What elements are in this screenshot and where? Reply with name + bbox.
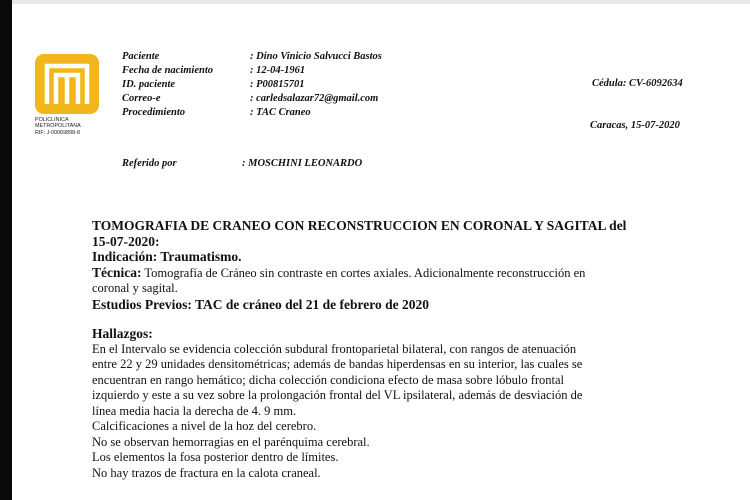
- hallazgos-line: En el Intervalo se evidencia colección subdural frontoparietal bilateral, con rangos de atenuación: [92, 341, 577, 356]
- clinic-logo-mark: [35, 54, 99, 114]
- label-correo: Correo-e: [122, 93, 161, 104]
- value-correo: : carledsalazar72@gmail.com: [250, 93, 379, 104]
- label-fecha-nacimiento: Fecha de nacimiento: [122, 65, 213, 76]
- hallazgos-line: No hay trazos de fractura en la calota craneal.: [92, 465, 321, 480]
- estudios-previos: Estudios Previos: TAC de cráneo del 21 de febrero de 2020: [92, 296, 429, 312]
- tecnica: [92, 265, 702, 282]
- label-id-paciente: ID. paciente: [122, 79, 176, 90]
- photo-left-border: [0, 0, 12, 500]
- cedula: Cédula: CV-6092634: [592, 78, 683, 89]
- hallazgos-line: Calcificaciones a nivel de la hoz del cerebro.: [92, 419, 317, 433]
- referred-value: : MOSCHINI LEONARDO: [242, 158, 363, 169]
- label-paciente: Paciente: [122, 51, 160, 62]
- clinic-name-line2: METROPOLITANA: [35, 123, 81, 130]
- value-paciente: : Dino Vinicio Salvucci Bastos: [250, 51, 382, 62]
- hallazgos-line: Los elementos la fosa posterior dentro de límites.: [92, 450, 339, 464]
- value-id-paciente: : P00815701: [250, 79, 305, 90]
- hallazgos-line: No se observan hemorragias en el parénquima cerebral.: [92, 434, 370, 449]
- value-fecha-nacimiento: : 12-04-1961: [250, 65, 306, 76]
- pm-monogram-icon: [35, 54, 99, 114]
- value-procedimiento: : TAC Craneo: [250, 107, 311, 118]
- patient-labels: [122, 50, 213, 120]
- tecnica-text-line1: Tomografía de Cráneo sin contraste en cortes axiales. Adicionalmente reconstrucción en: [141, 265, 586, 280]
- indicacion: Indicación: Traumatismo.: [92, 249, 242, 264]
- hallazgos-line: entre 22 y 29 unidades densitométricas; además de bandas hiperdensas en su interior, las cuales se: [92, 357, 583, 371]
- tecnica-text-line2: coronal y sagital.: [92, 281, 178, 295]
- clinic-rif: RIF: J-00069898-8: [35, 129, 80, 136]
- clinic-logo-text: [35, 117, 115, 136]
- clinic-name-line1: POLICLINICA: [35, 117, 69, 123]
- clinic-logo: [33, 54, 103, 142]
- hallazgos-line: encuentran en rango hemático; dicha colección condiciona efecto de masa sobre lóbulo frontal: [92, 372, 565, 387]
- hallazgos-line: línea media hacia la derecha de 4. 9 mm.: [92, 403, 297, 418]
- photo-top-edge: [0, 0, 750, 4]
- report-body: [92, 218, 702, 481]
- report-title-line2: 15-07-2020:: [92, 233, 160, 249]
- spacer: [92, 312, 702, 326]
- tecnica-label: Técnica:: [92, 264, 142, 280]
- report-title-line1: TOMOGRAFIA DE CRANEO CON RECONSTRUCCION EN CORONAL Y SAGITAL del: [92, 218, 627, 233]
- patient-values: [250, 50, 382, 120]
- hallazgos-line: izquierdo y este a su vez sobre la prolongación frontal del VL ipsilateral, además de desviación de: [92, 388, 583, 402]
- place-date: Caracas, 15-07-2020: [590, 120, 680, 131]
- label-procedimiento: Procedimiento: [122, 107, 185, 118]
- referred-label: Referido por: [122, 158, 177, 169]
- hallazgos-label: Hallazgos:: [92, 326, 153, 341]
